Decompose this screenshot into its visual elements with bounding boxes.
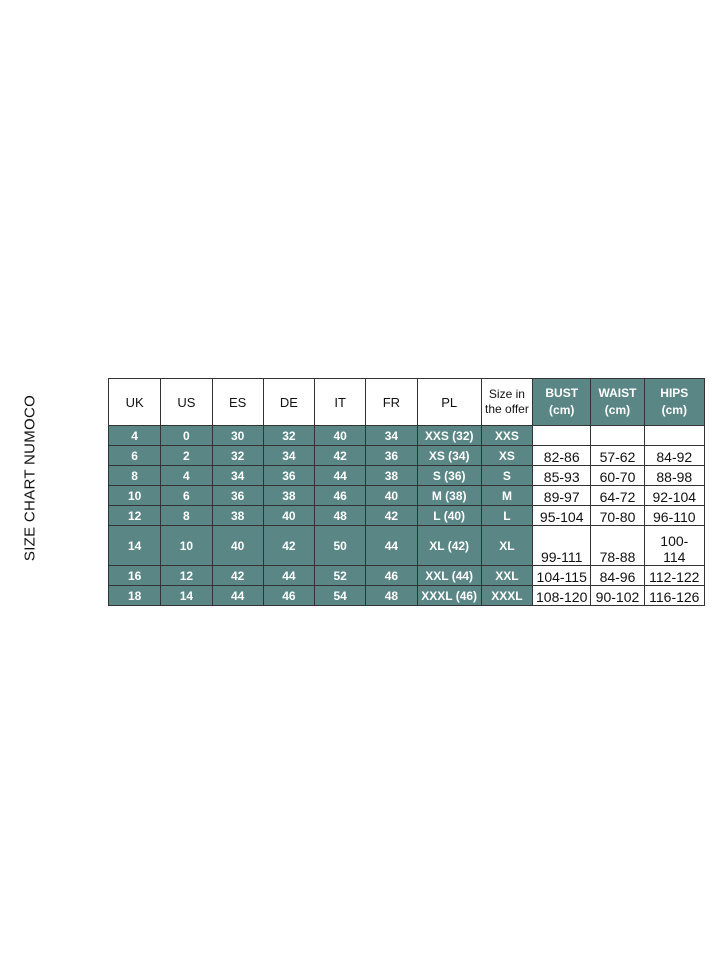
- hips-cell: 96-110: [644, 506, 704, 526]
- offer-cell: XXXL: [481, 586, 532, 606]
- it-cell: 40: [315, 426, 366, 446]
- de-cell: 34: [263, 446, 314, 466]
- table-row: [109, 586, 705, 606]
- uk-cell: 10: [109, 486, 161, 506]
- size-chart-title: SIZE CHART NUMOCO: [21, 394, 39, 562]
- offer-cell: XXS: [481, 426, 532, 446]
- fr-cell: 40: [366, 486, 417, 506]
- table-row: [109, 526, 705, 566]
- us-cell: 14: [161, 586, 212, 606]
- fr-cell: 38: [366, 466, 417, 486]
- size-chart-table: [108, 378, 705, 606]
- hips-cell: [644, 426, 704, 446]
- us-cell: 2: [161, 446, 212, 466]
- us-cell: 6: [161, 486, 212, 506]
- bust-cell: 99-111: [533, 526, 591, 566]
- us-cell: 0: [161, 426, 212, 446]
- offer-cell: M: [481, 486, 532, 506]
- offer-cell: S: [481, 466, 532, 486]
- fr-cell: 36: [366, 446, 417, 466]
- it-cell: 42: [315, 446, 366, 466]
- waist-cell: 78-88: [591, 526, 644, 566]
- fr-cell: 46: [366, 566, 417, 586]
- bust-cell: 104-115: [533, 566, 591, 586]
- us-cell: 10: [161, 526, 212, 566]
- waist-cell: 90-102: [591, 586, 644, 606]
- fr-cell: 44: [366, 526, 417, 566]
- fr-cell: 48: [366, 586, 417, 606]
- offer-cell: XL: [481, 526, 532, 566]
- it-cell: 48: [315, 506, 366, 526]
- pl-cell: XL (42): [417, 526, 481, 566]
- header-size-in-offer: Size in the offer: [481, 379, 532, 426]
- hips-cell: 112-122: [644, 566, 704, 586]
- it-cell: 46: [315, 486, 366, 506]
- bust-cell: 108-120: [533, 586, 591, 606]
- es-cell: 40: [212, 526, 263, 566]
- table-row: [109, 486, 705, 506]
- header-pl: PL: [417, 379, 481, 426]
- de-cell: 40: [263, 506, 314, 526]
- header-bust: BUST (cm): [533, 379, 591, 426]
- pl-cell: S (36): [417, 466, 481, 486]
- es-cell: 38: [212, 506, 263, 526]
- es-cell: 30: [212, 426, 263, 446]
- fr-cell: 42: [366, 506, 417, 526]
- bust-cell: 89-97: [533, 486, 591, 506]
- it-cell: 52: [315, 566, 366, 586]
- pl-cell: L (40): [417, 506, 481, 526]
- it-cell: 54: [315, 586, 366, 606]
- table-row: [109, 426, 705, 446]
- us-cell: 4: [161, 466, 212, 486]
- table-row: [109, 466, 705, 486]
- header-es: ES: [212, 379, 263, 426]
- us-cell: 8: [161, 506, 212, 526]
- bust-cell: 95-104: [533, 506, 591, 526]
- de-cell: 38: [263, 486, 314, 506]
- de-cell: 44: [263, 566, 314, 586]
- uk-cell: 4: [109, 426, 161, 446]
- offer-cell: XS: [481, 446, 532, 466]
- header-waist: WAIST (cm): [591, 379, 644, 426]
- waist-cell: [591, 426, 644, 446]
- it-cell: 50: [315, 526, 366, 566]
- uk-cell: 12: [109, 506, 161, 526]
- de-cell: 46: [263, 586, 314, 606]
- hips-cell: 88-98: [644, 466, 704, 486]
- uk-cell: 14: [109, 526, 161, 566]
- uk-cell: 18: [109, 586, 161, 606]
- pl-cell: XXXL (46): [417, 586, 481, 606]
- de-cell: 32: [263, 426, 314, 446]
- es-cell: 44: [212, 586, 263, 606]
- table-row: [109, 566, 705, 586]
- us-cell: 12: [161, 566, 212, 586]
- header-it: IT: [315, 379, 366, 426]
- header-row: [109, 379, 705, 426]
- table-row: [109, 446, 705, 466]
- header-de: DE: [263, 379, 314, 426]
- hips-cell: 100- 114: [644, 526, 704, 566]
- header-hips: HIPS (cm): [644, 379, 704, 426]
- hips-cell: 92-104: [644, 486, 704, 506]
- hips-cell: 116-126: [644, 586, 704, 606]
- header-us: US: [161, 379, 212, 426]
- pl-cell: XXS (32): [417, 426, 481, 446]
- it-cell: 44: [315, 466, 366, 486]
- bust-cell: [533, 426, 591, 446]
- waist-cell: 60-70: [591, 466, 644, 486]
- de-cell: 36: [263, 466, 314, 486]
- bust-cell: 85-93: [533, 466, 591, 486]
- header-uk: UK: [109, 379, 161, 426]
- pl-cell: M (38): [417, 486, 481, 506]
- bust-cell: 82-86: [533, 446, 591, 466]
- es-cell: 42: [212, 566, 263, 586]
- waist-cell: 70-80: [591, 506, 644, 526]
- uk-cell: 16: [109, 566, 161, 586]
- de-cell: 42: [263, 526, 314, 566]
- es-cell: 34: [212, 466, 263, 486]
- pl-cell: XXL (44): [417, 566, 481, 586]
- header-fr: FR: [366, 379, 417, 426]
- offer-cell: XXL: [481, 566, 532, 586]
- uk-cell: 6: [109, 446, 161, 466]
- offer-cell: L: [481, 506, 532, 526]
- waist-cell: 57-62: [591, 446, 644, 466]
- waist-cell: 84-96: [591, 566, 644, 586]
- pl-cell: XS (34): [417, 446, 481, 466]
- hips-cell: 84-92: [644, 446, 704, 466]
- waist-cell: 64-72: [591, 486, 644, 506]
- es-cell: 32: [212, 446, 263, 466]
- table-row: [109, 506, 705, 526]
- es-cell: 36: [212, 486, 263, 506]
- fr-cell: 34: [366, 426, 417, 446]
- uk-cell: 8: [109, 466, 161, 486]
